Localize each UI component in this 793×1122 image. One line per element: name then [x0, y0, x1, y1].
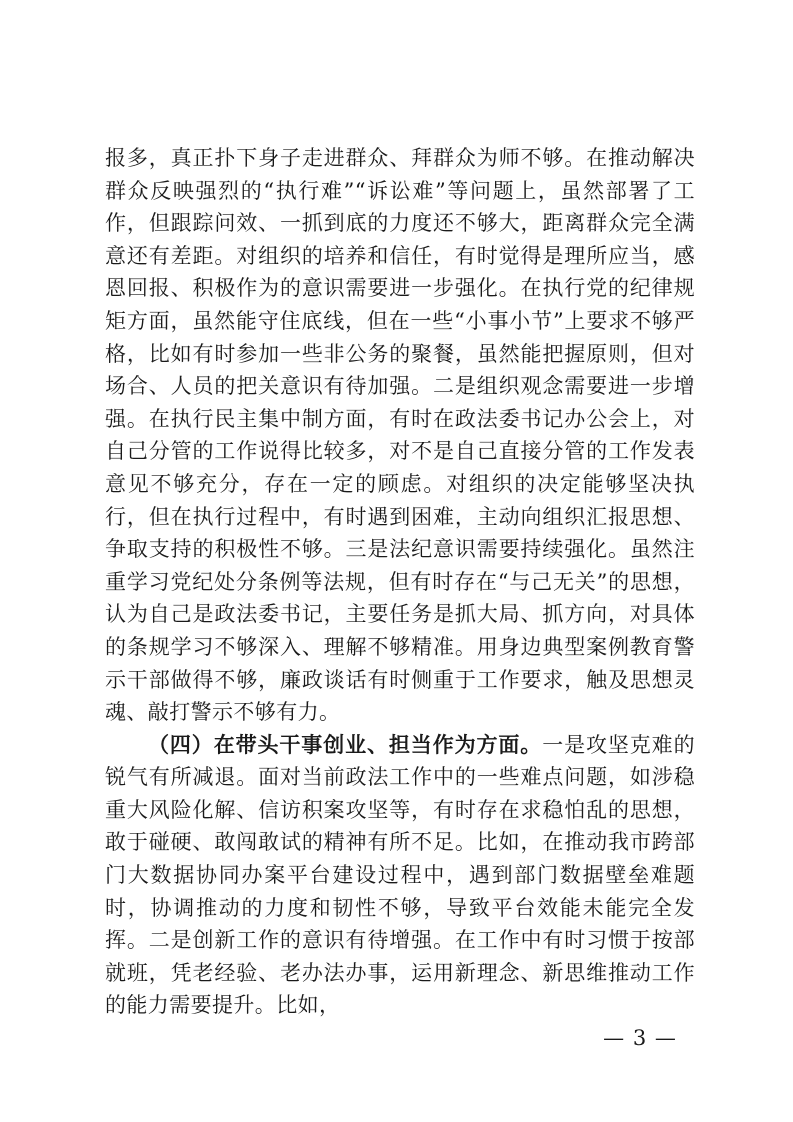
body-text: [105, 142, 695, 1022]
continuation-paragraph: 报多，真正扑下身子走进群众、拜群众为师不够。在推动解决群众反映强烈的“执行难”“诉讼难”等问题上，虽然部署了工作，但跟踪问效、一抓到底的力度还不够大，距离群众完全满意还有差距。对组织的培养和信任，有时觉得是理所应当，感恩回报、积极作为的意识需要进一步强化。在执行党的纪律规矩方面，虽然能守住底线，但在一些“小事小节”上要求不够严格，比如有时参加一些非公务的聚餐，虽然能把握原则，但对场合、人员的把关意识有待加强。二是组织观念需要进一步增强。在执行民主集中制方面，有时在政法委书记办公会上，对自己分管的工作说得比较多，对不是自己直接分管的工作发表意见不够充分，存在一定的顾虑。对组织的决定能够坚决执行，但在执行过程中，有时遇到困难，主动向组织汇报思想、争取支持的积极性不够。三是法纪意识需要持续强化。虽然注重学习党纪处分条例等法规，但有时存在“与己无关”的思想，认为自己是政法委书记，主要任务是抓大局、抓方向，对具体的条规学习不够深入、理解不够精准。用身边典型案例教育警示干部做得不够，廉政谈话有时侧重于工作要求，触及思想灵魂、敲打警示不够有力。: [105, 146, 695, 725]
section-four-body: 一是攻坚克难的锐气有所减退。面对当前政法工作中的一些难点问题，如涉稳重大风险化解、信访积案攻坚等，有时存在求稳怕乱的思想，敢于碰硬、敢闯敢试的精神有所不足。比如，在推动我市跨部门大数据协同办案平台建设过程中，遇到部门数据壁垒难题时，协调推动的力度和韧性不够，导致平台效能未能完全发挥。二是创新工作的意识有待增强。在工作中有时习惯于按部就班，凭老经验、老办法办事，运用新理念、新思维推动工作的能力需要提升。比如，: [105, 732, 695, 1018]
page-number: — 3 —: [603, 1026, 677, 1050]
section-four-paragraph: [105, 729, 695, 1022]
section-four-heading: （四）在带头干事创业、担当作为方面。: [148, 731, 543, 757]
